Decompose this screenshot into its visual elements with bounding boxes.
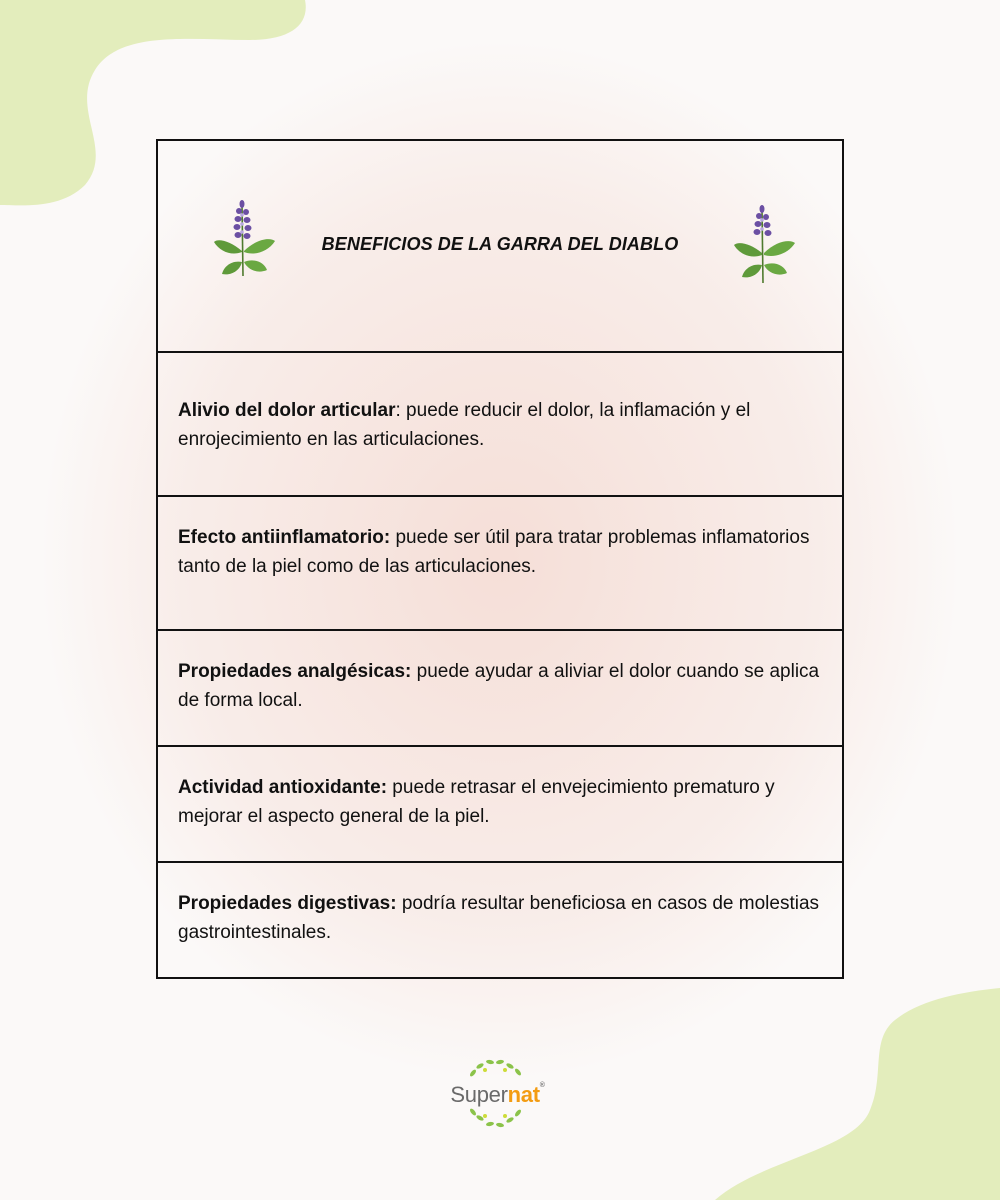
plant-flower-icon [212,196,278,286]
logo-part-nat: nat [507,1082,540,1107]
benefit-name: Alivio del dolor articular [178,400,396,421]
benefit-row [158,351,842,495]
logo-registered-mark: ® [539,1082,545,1089]
benefit-name: Propiedades analgésicas: [178,661,412,682]
benefit-row [158,745,842,861]
benefit-text [178,773,822,831]
logo-part-super: Super [450,1082,508,1107]
supernat-logo [440,1058,555,1133]
benefits-table [156,139,844,979]
benefit-text [178,889,822,947]
benefit-text [178,657,822,715]
benefit-description: puede reducir el dolor, la inflamación y el enrojecimiento en las articulaciones. [178,400,751,450]
plant-flower-icon [732,205,798,295]
benefit-text [178,523,822,581]
benefit-description: puede retrasar el envejecimiento prematuro y mejorar el aspecto general de la piel. [178,777,775,827]
page-title: BENEFICIOS DE LA GARRA DEL DIABLO [321,233,679,254]
benefit-name: Efecto antiinflamatorio: [178,527,391,548]
green-blob-bottom-right [715,988,1000,1200]
logo-wordmark [440,1082,555,1108]
benefit-row [158,861,842,977]
benefit-separator: : [395,400,401,421]
benefit-name: Propiedades digestivas: [178,893,397,914]
table-header-row [158,141,842,351]
benefit-row [158,495,842,629]
benefit-description: podría resultar beneficiosa en casos de molestias gastrointestinales. [178,893,820,943]
benefit-name: Actividad antioxidante: [178,777,388,798]
benefit-row [158,629,842,745]
benefit-text [178,396,822,454]
benefit-description: puede ayudar a aliviar el dolor cuando se aplica de forma local. [178,661,820,711]
benefit-description: puede ser útil para tratar problemas inflamatorios tanto de la piel como de las articulaciones. [178,527,810,577]
